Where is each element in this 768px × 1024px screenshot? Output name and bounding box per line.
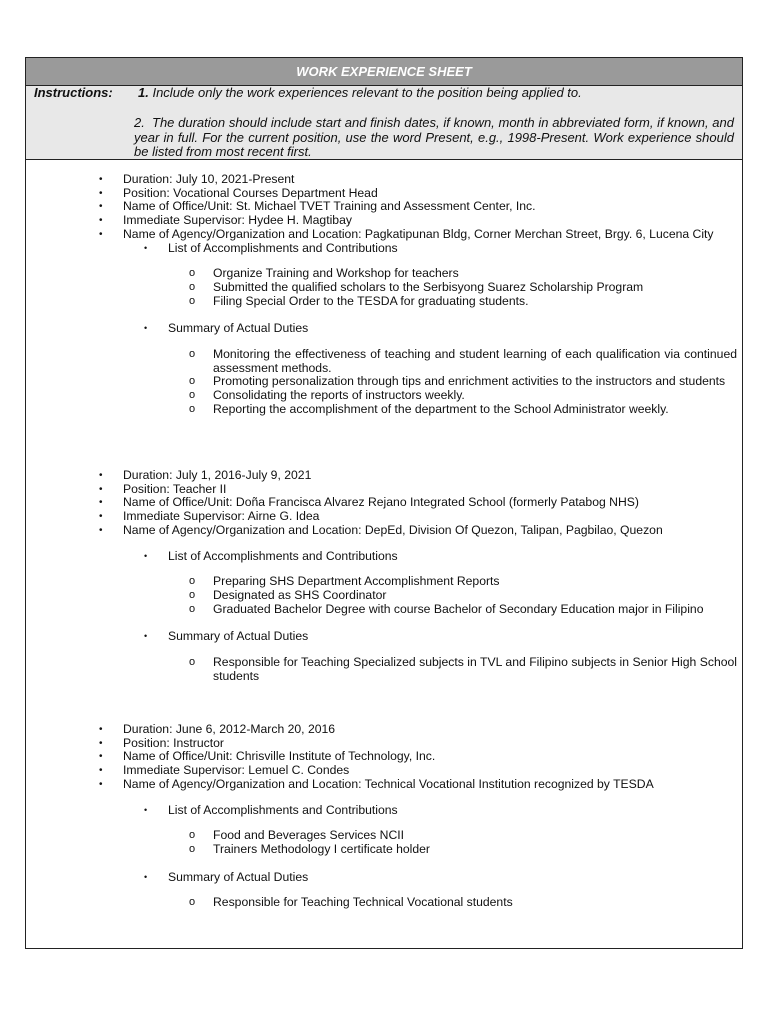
job-entry [26, 723, 742, 910]
job-entry [26, 173, 742, 417]
bullet-icon: • [99, 737, 103, 749]
accomplishments-heading: • List of Accomplishments and Contributions [144, 548, 398, 563]
bullet-icon: • [99, 524, 103, 536]
hollow-bullet-icon: o [189, 656, 196, 669]
sheet-title: WORK EXPERIENCE SHEET [26, 58, 742, 86]
hollow-bullet-icon: o [189, 842, 196, 855]
job-agency: • Name of Agency/Organization and Location: Pagkatipunan Bldg, Corner Merchan Street, Brgy. 6, Lucena City [99, 226, 714, 241]
job-agency: • Name of Agency/Organization and Location: DepEd, Division Of Quezon, Talipan, Pagbilao, Quezon [99, 522, 663, 537]
bullet-icon: • [99, 483, 103, 495]
job-position: • Position: Instructor [99, 735, 224, 750]
hollow-bullet-icon: o [189, 402, 196, 415]
bullet-icon: • [99, 765, 103, 777]
instruction-item-2 [134, 116, 734, 160]
bullet-icon: • [144, 631, 148, 642]
job-duration: • Duration: July 10, 2021-Present [99, 172, 295, 186]
accomplishment-item: o Trainers Methodology I certificate holder [189, 841, 430, 856]
duty-item: o Reporting the accomplishment of the department to the School Administrator weekly. [189, 401, 669, 416]
duty-item: o Responsible for Teaching Specialized subjects in TVL and Filipino subjects in Senior High School students [189, 655, 737, 683]
job-office: • Name of Office/Unit: Chrisville Institute of Technology, Inc. [99, 749, 436, 764]
duties-heading: • Summary of Actual Duties [144, 321, 309, 336]
job-duration: • Duration: July 1, 2016-July 9, 2021 [99, 468, 312, 482]
job-entry [26, 469, 742, 683]
bullet-icon: • [99, 187, 103, 199]
bullet-icon: • [144, 550, 148, 561]
accomplishment-item: o Preparing SHS Department Accomplishment Reports [189, 574, 500, 589]
work-experience-sheet [25, 57, 743, 949]
hollow-bullet-icon: o [189, 389, 196, 402]
duty-item: o Consolidating the reports of instructors weekly. [189, 388, 465, 403]
duties-heading: • Summary of Actual Duties [144, 869, 309, 884]
bullet-icon: • [99, 228, 103, 240]
bullet-icon: • [99, 215, 103, 227]
accomplishment-item: o Food and Beverages Services NCII [189, 828, 405, 843]
accomplishment-item: o Graduated Bachelor Degree with course Bachelor of Secondary Education major in Filipino [189, 601, 704, 616]
accomplishments-heading: • List of Accomplishments and Contributions [144, 802, 398, 817]
duties-heading: • Summary of Actual Duties [144, 629, 309, 644]
hollow-bullet-icon: o [189, 294, 196, 307]
bullet-icon: • [99, 751, 103, 763]
instruction-num-2: 2. [134, 115, 145, 130]
bullet-icon: • [99, 174, 103, 185]
accomplishment-item: o Organize Training and Workshop for teachers [189, 266, 459, 281]
bullet-icon: • [144, 871, 148, 882]
hollow-bullet-icon: o [189, 280, 196, 293]
accomplishments-heading: • List of Accomplishments and Contributions [144, 240, 398, 255]
bullet-icon: • [99, 724, 103, 735]
job-position: • Position: Teacher II [99, 481, 227, 496]
job-duration: • Duration: June 6, 2012-March 20, 2016 [99, 722, 336, 736]
bullet-icon: • [99, 778, 103, 790]
hollow-bullet-icon: o [189, 267, 196, 280]
job-supervisor: • Immediate Supervisor: Hydee H. Magtibay [99, 213, 352, 228]
job-position: • Position: Vocational Courses Department Head [99, 185, 378, 200]
hollow-bullet-icon: o [189, 896, 196, 909]
duty-item: o Promoting personalization through tips and enrichment activities to the instructors and students [189, 374, 726, 389]
hollow-bullet-icon: o [189, 602, 196, 615]
hollow-bullet-icon: o [189, 348, 196, 361]
accomplishment-item: o Filing Special Order to the TESDA for graduating students. [189, 293, 529, 308]
job-supervisor: • Immediate Supervisor: Airne G. Idea [99, 509, 320, 524]
job-supervisor: • Immediate Supervisor: Lemuel C. Condes [99, 763, 350, 778]
instruction-item-1 [138, 86, 582, 101]
bullet-icon: • [144, 804, 148, 815]
bullet-icon: • [99, 470, 103, 481]
accomplishment-item: o Designated as SHS Coordinator [189, 587, 387, 602]
job-office: • Name of Office/Unit: Doña Francisca Alvarez Rejano Integrated School (formerly Patabog NHS) [99, 495, 639, 510]
duty-item: o Responsible for Teaching Technical Vocational students [189, 895, 513, 910]
job-office: • Name of Office/Unit: St. Michael TVET Training and Assessment Center, Inc. [99, 199, 536, 214]
instructions-label: Instructions: [34, 85, 113, 100]
instruction-text-1: Include only the work experiences relevant to the position being applied to. [152, 85, 582, 100]
accomplishment-item: o Submitted the qualified scholars to the Serbisyong Suarez Scholarship Program [189, 279, 644, 294]
duty-item: o Monitoring the effectiveness of teaching and student learning of each qualification via continued assessment methods. [189, 347, 737, 375]
bullet-icon: • [144, 323, 148, 334]
bullet-icon: • [144, 242, 148, 253]
instructions-box [26, 86, 742, 160]
hollow-bullet-icon: o [189, 375, 196, 388]
bullet-icon: • [99, 201, 103, 213]
hollow-bullet-icon: o [189, 588, 196, 601]
bullet-icon: • [99, 497, 103, 509]
instruction-text-2: The duration should include start and finish dates, if known, month in abbreviated form, if known, and year in full. For the current position, use the word Present, e.g., 1998-Present. Work experience should be listed from most recent first. [134, 115, 734, 159]
hollow-bullet-icon: o [189, 829, 196, 842]
bullet-icon: • [99, 511, 103, 523]
job-agency: • Name of Agency/Organization and Location: Technical Vocational Institution recognized by TESDA [99, 776, 654, 791]
instruction-num-1: 1. [138, 85, 149, 100]
hollow-bullet-icon: o [189, 575, 196, 588]
